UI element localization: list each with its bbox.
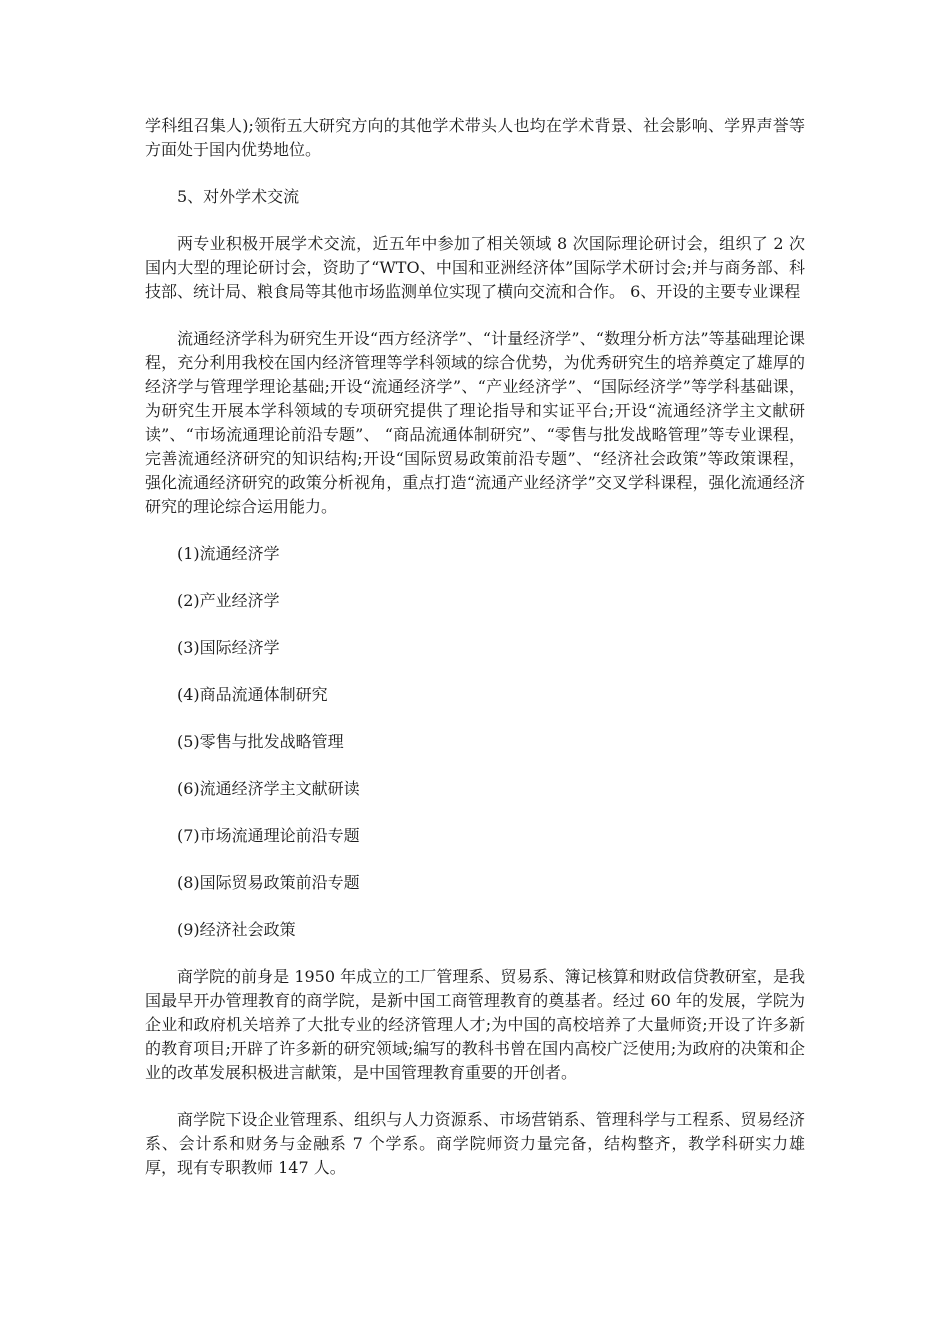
course-item-9: (9)经济社会政策 [177, 920, 296, 939]
course-list [145, 542, 805, 942]
course-item-6: (6)流通经济学主文献研读 [177, 779, 360, 798]
course-item-4: (4)商品流通体制研究 [177, 685, 328, 704]
spacer [145, 162, 805, 185]
course-item-1: (1)流通经济学 [177, 544, 280, 563]
course-item-3: (3)国际经济学 [177, 638, 280, 657]
spacer [145, 754, 805, 777]
course-item-2: (2)产业经济学 [177, 591, 280, 610]
spacer [145, 304, 805, 327]
spacer [145, 566, 805, 589]
spacer [145, 707, 805, 730]
spacer [145, 942, 805, 965]
spacer [145, 660, 805, 683]
paragraph-courses-overview: 流通经济学科为研究生开设“西方经济学”、“计量经济学”、“数理分析方法”等基础理论课程，充分利用我校在国内经济管理等学科领域的综合优势，为优秀研究生的培养奠定了雄厚的经济学与管理学理论基础;开设“流通经济学”、“产业经济学”、“国际经济学”等学科基础课，为研究生开展本学科领域的专项研究提供了理论指导和实证平台;开设“流通经济学主文献研读”、“市场流通理论前沿专题”、 “商品流通体制研究”、“零售与批发战略管理”等专业课程，完善流通经济研究的知识结构;开设“国际贸易政策前沿专题”、“经济社会政策”等政策课程，强化流通经济研究的政策分析视角，重点打造“流通产业经济学”交叉学科课程，强化流通经济研究的理论综合运用能力。 [145, 329, 805, 516]
spacer [145, 519, 805, 542]
paragraph-academic-exchange: 两专业积极开展学术交流，近五年中参加了相关领域 8 次国际理论研讨会，组织了 2 次国内大型的理论研讨会，资助了“WTO、中国和亚洲经济体”国际学术研讨会;并与商务部、科技部、统计局、粮食局等其他市场监测单位实现了横向交流和合作。 6、开设的主要专业课程 [145, 234, 805, 301]
spacer [145, 895, 805, 918]
spacer [145, 209, 805, 232]
paragraph-school-history: 商学院的前身是 1950 年成立的工厂管理系、贸易系、簿记核算和财政信贷教研室，是我国最早开办管理教育的商学院，是新中国工商管理教育的奠基者。经过 60 年的发展，学院为企业和政府机关培养了大批专业的经济管理人才;为中国的高校培养了大量师资;开设了许多新的教育项目;开辟了许多新的研究领域;编写的教科书曾在国内高校广泛使用;为政府的决策和企业的改革发展积极进言献策，是中国管理教育重要的开创者。 [145, 967, 805, 1082]
spacer [145, 848, 805, 871]
course-item-5: (5)零售与批发战略管理 [177, 732, 344, 751]
spacer [145, 801, 805, 824]
course-item-7: (7)市场流通理论前沿专题 [177, 826, 360, 845]
paragraph-intro-continuation: 学科组召集人);领衔五大研究方向的其他学术带头人也均在学术背景、社会影响、学界声誉等方面处于国内优势地位。 [145, 116, 805, 159]
document-body [145, 114, 805, 1180]
section-heading-academic-exchange: 5、对外学术交流 [177, 187, 300, 206]
course-item-8: (8)国际贸易政策前沿专题 [177, 873, 360, 892]
paragraph-school-departments: 商学院下设企业管理系、组织与人力资源系、市场营销系、管理科学与工程系、贸易经济系、会计系和财务与金融系 7 个学系。商学院师资力量完备，结构整齐，教学科研实力雄厚，现有专职教师 147 人。 [145, 1110, 805, 1177]
spacer [145, 613, 805, 636]
spacer [145, 1085, 805, 1108]
